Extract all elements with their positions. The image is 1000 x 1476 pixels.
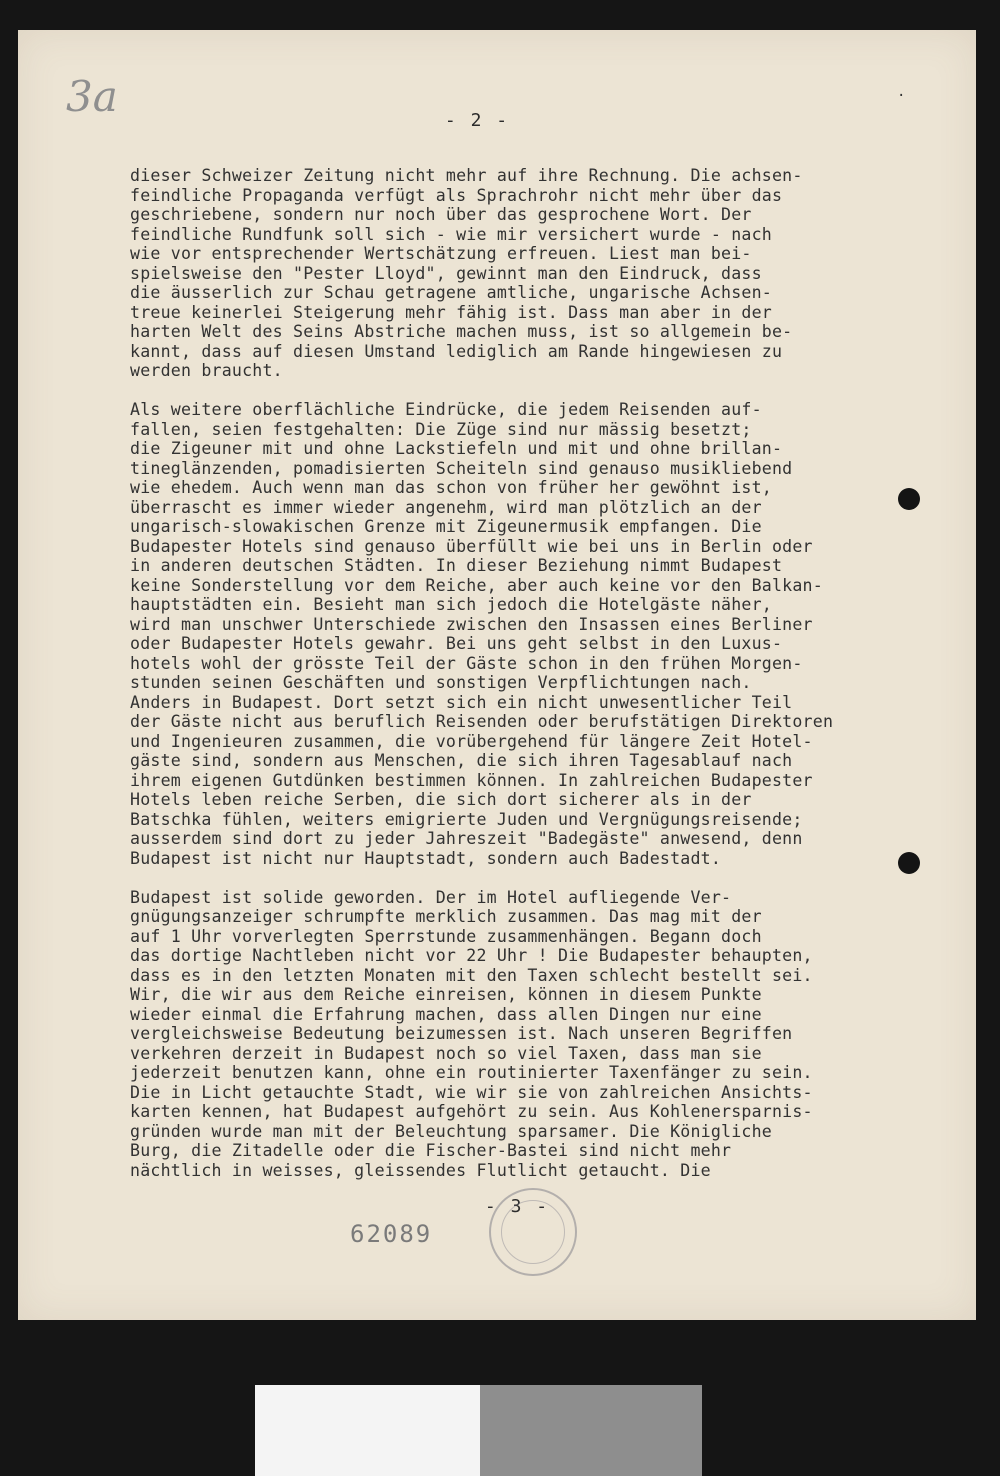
text-line: hotels wohl der grösste Teil der Gäste schon in den frühen Morgen- bbox=[130, 653, 803, 673]
text-line: verkehren derzeit in Budapest noch so viel Taxen, dass man sie bbox=[130, 1043, 762, 1063]
text-line: die äusserlich zur Schau getragene amtliche, ungarische Achsen- bbox=[130, 283, 772, 302]
text-line: oder Budapester Hotels gewahr. Bei uns geht selbst in den Luxus- bbox=[130, 634, 783, 653]
text-line: fallen, seien festgehalten: Die Züge sind nur mässig besetzt; bbox=[130, 419, 752, 439]
text-line: in anderen deutschen Städten. In dieser Beziehung nimmt Budapest bbox=[130, 556, 783, 575]
text-line: feindliche Rundfunk soll sich - wie mir versichert wurde - nach bbox=[130, 224, 772, 244]
calibration-white-patch bbox=[255, 1385, 480, 1476]
text-line: gründen wurde man mit der Beleuchtung sparsamer. Die Königliche bbox=[130, 1121, 772, 1141]
document-page bbox=[18, 30, 976, 1320]
text-line: vergleichsweise Bedeutung beizumessen ist. Nach unseren Begriffen bbox=[130, 1024, 793, 1043]
text-line: das dortige Nachtleben nicht vor 22 Uhr ! Die Budapester behaupten, bbox=[130, 946, 813, 965]
text-line: ihrem eigenen Gutdünken bestimmen können. In zahlreichen Budapester bbox=[130, 770, 813, 790]
page-number-bottom: - 3 - bbox=[484, 1196, 550, 1217]
text-line: dieser Schweizer Zeitung nicht mehr auf ihre Rechnung. Die achsen- bbox=[130, 166, 803, 185]
text-line: spielsweise den "Pester Lloyd", gewinnt man den Eindruck, dass bbox=[130, 263, 762, 283]
text-line: gäste sind, sondern aus Menschen, die sich ihren Tagesablauf nach bbox=[130, 751, 793, 770]
page-number-top: - 2 - bbox=[444, 110, 510, 131]
text-line: und Ingenieuren zusammen, die vorübergehend für längere Zeit Hotel- bbox=[130, 731, 813, 751]
text-line: feindliche Propaganda verfügt als Sprachrohr nicht mehr über das bbox=[130, 185, 783, 205]
punch-hole bbox=[898, 852, 920, 874]
ink-dot: · bbox=[897, 88, 906, 104]
text-line: Burg, die Zitadelle oder die Fischer-Bastei sind nicht mehr bbox=[130, 1141, 732, 1160]
paragraph-1 bbox=[130, 166, 960, 381]
text-line: treue keinerlei Steigerung mehr fähig ist. Dass man aber in der bbox=[130, 302, 772, 322]
text-line: Budapest ist nicht nur Hauptstadt, sondern auch Badestadt. bbox=[130, 848, 722, 868]
text-line: wie ehedem. Auch wenn man das schon von früher her gewöhnt ist, bbox=[130, 478, 772, 497]
text-line: gnügungsanzeiger schrumpfte merklich zusammen. Das mag mit der bbox=[130, 907, 762, 926]
text-line: tineglänzenden, pomadisierten Scheiteln sind genauso musikliebend bbox=[130, 458, 793, 478]
text-line: nächtlich in weisses, gleissendes Flutlicht getaucht. Die bbox=[130, 1160, 711, 1180]
text-line: überrascht es immer wieder angenehm, wird man plötzlich an der bbox=[130, 497, 762, 517]
text-line: keine Sonderstellung vor dem Reiche, aber auch keine vor den Balkan- bbox=[130, 575, 823, 595]
text-line: Batschka fühlen, weiters emigrierte Juden und Vergnügungsreisende; bbox=[130, 809, 803, 829]
text-line: dass es in den letzten Monaten mit den Taxen schlecht bestellt sei. bbox=[130, 965, 813, 985]
calibration-grey-patch bbox=[480, 1385, 702, 1476]
handwritten-annotation: 3a bbox=[66, 72, 118, 121]
punch-hole bbox=[898, 488, 920, 510]
text-line: wird man unschwer Unterschiede zwischen den Insassen eines Berliner bbox=[130, 614, 813, 634]
text-line: jederzeit benutzen kann, ohne ein routinierter Taxenfänger zu sein. bbox=[130, 1063, 813, 1082]
text-line: wie vor entsprechender Wertschätzung erfreuen. Liest man bei- bbox=[130, 244, 752, 263]
text-line: karten kennen, hat Budapest aufgehört zu sein. Aus Kohlenersparnis- bbox=[130, 1102, 813, 1121]
text-line: Anders in Budapest. Dort setzt sich ein nicht unwesentlicher Teil bbox=[130, 692, 793, 712]
body-text bbox=[130, 166, 960, 1200]
text-line: Als weitere oberflächliche Eindrücke, die jedem Reisenden auf- bbox=[130, 400, 762, 419]
text-line: geschriebene, sondern nur noch über das gesprochene Wort. Der bbox=[130, 205, 752, 224]
paragraph-3 bbox=[130, 888, 960, 1181]
text-line: kannt, dass auf diesen Umstand lediglich am Rande hingewiesen zu bbox=[130, 341, 783, 361]
text-line: wieder einmal die Erfahrung machen, dass allen Dingen nur eine bbox=[130, 1004, 762, 1024]
text-line: ungarisch-slowakischen Grenze mit Zigeunermusik empfangen. Die bbox=[130, 517, 762, 536]
text-line: die Zigeuner mit und ohne Lackstiefeln und mit und ohne brillan- bbox=[130, 439, 783, 458]
text-line: ausserdem sind dort zu jeder Jahreszeit "Badegäste" anwesend, denn bbox=[130, 829, 803, 848]
text-line: Budapester Hotels sind genauso überfüllt wie bei uns in Berlin oder bbox=[130, 536, 813, 556]
text-line: der Gäste nicht aus beruflich Reisenden oder berufstätigen Direktoren bbox=[130, 712, 834, 731]
text-line: auf 1 Uhr vorverlegten Sperrstunde zusammenhängen. Begann doch bbox=[130, 926, 762, 946]
text-line: Wir, die wir aus dem Reiche einreisen, können in diesem Punkte bbox=[130, 985, 762, 1004]
archive-stamp bbox=[489, 1188, 577, 1276]
archive-number: 62089 bbox=[350, 1220, 433, 1248]
text-line: harten Welt des Seins Abstriche machen muss, ist so allgemein be- bbox=[130, 322, 793, 341]
paragraph-2 bbox=[130, 400, 960, 868]
text-line: stunden seinen Geschäften und sonstigen Verpflichtungen nach. bbox=[130, 673, 752, 692]
text-line: Die in Licht getauchte Stadt, wie wir sie von zahlreichen Ansichts- bbox=[130, 1082, 813, 1102]
text-line: Budapest ist solide geworden. Der im Hotel aufliegende Ver- bbox=[130, 887, 732, 907]
text-line: Hotels leben reiche Serben, die sich dort sicherer als in der bbox=[130, 790, 752, 809]
text-line: hauptstädten ein. Besieht man sich jedoch die Hotelgäste näher, bbox=[130, 595, 772, 614]
text-line: werden braucht. bbox=[130, 361, 283, 380]
